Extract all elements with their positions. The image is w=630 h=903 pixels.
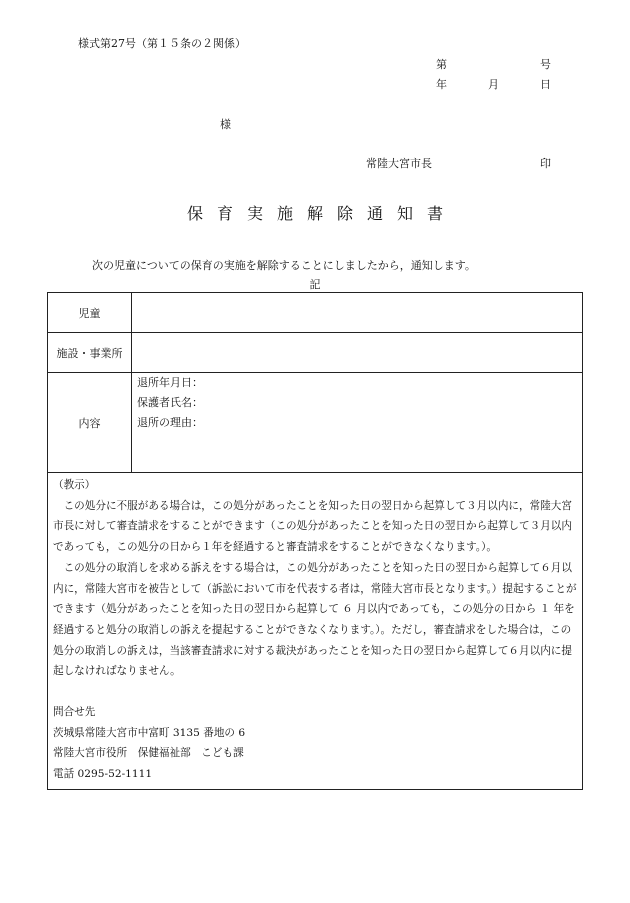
table-row-facility	[48, 333, 583, 373]
contact-office: 常陸大宮市役所 保健福祉部 こども課	[53, 747, 244, 760]
recipient-honorific: 様	[220, 118, 231, 131]
notice-table	[47, 292, 583, 790]
content-label: 内容	[48, 373, 132, 473]
content-value	[132, 373, 583, 473]
leave-date-line: 退所年月日：	[137, 376, 203, 389]
facility-value	[132, 333, 583, 373]
table-row-child	[48, 293, 583, 333]
child-value	[132, 293, 583, 333]
contact-phone: 電話 0295-52-1111	[53, 768, 153, 781]
contact-address: 茨城県常陸大宮市中富町 3135 番地の 6	[53, 726, 246, 739]
ki-marker: 記	[309, 278, 321, 291]
notice-heading: （教示）	[53, 479, 96, 491]
document-number-suffix: 号	[540, 58, 551, 71]
contact-heading: 問合せ先	[53, 706, 96, 719]
issuer-mayor: 常陸大宮市長	[366, 157, 432, 170]
date-year-label: 年	[436, 78, 447, 91]
document-number-prefix: 第	[436, 58, 447, 71]
page-title: 保育実施解除通知書	[186, 204, 457, 223]
seal-mark: 印	[540, 157, 551, 170]
form-number: 様式第27号（第１５条の２関係）	[78, 37, 246, 50]
date-month-label: 月	[488, 78, 499, 91]
notice-paragraph-1: この処分に不服がある場合は，この処分があったことを知った日の翌日から起算して３月以内に，常陸大宮市長に対して審査請求をすることができます（この処分があったことを知った日の翌日から起算して３月以内であっても，この処分の日から１年を経過すると審査請求をすることができなくなります。）。	[53, 499, 572, 554]
date-day-label: 日	[540, 78, 551, 91]
table-row-notice	[48, 473, 583, 790]
guardian-name-line: 保護者氏名：	[137, 396, 203, 409]
table-row-content	[48, 373, 583, 473]
intro-text: 次の児童についての保育の実施を解除することにしましたから，通知します。	[92, 259, 476, 272]
child-label: 児童	[48, 293, 132, 333]
appeal-notice	[48, 473, 583, 790]
leave-reason-line: 退所の理由：	[137, 416, 203, 429]
notice-paragraph-2: この処分の取消しを求める訴えをする場合は，この処分があったことを知った日の翌日から起算して６月以内に，常陸大宮市を被告として（訴訟において市を代表する者は，常陸大宮市長となります。）提起することができます（処分があったことを知った日の翌日から起算して ６ 月以内であっても，この処分の日から １ 年を経過すると処分の取消しの訴えを提起することができなくなります。）。ただし，審査請求をした場合は，この処分の取消しの訴えは，当該審査請求に対する裁決があったことを知った日の翌日から起算して６月以内に提起しなければなりません。	[53, 561, 577, 678]
facility-label: 施設・事業所	[48, 333, 132, 373]
